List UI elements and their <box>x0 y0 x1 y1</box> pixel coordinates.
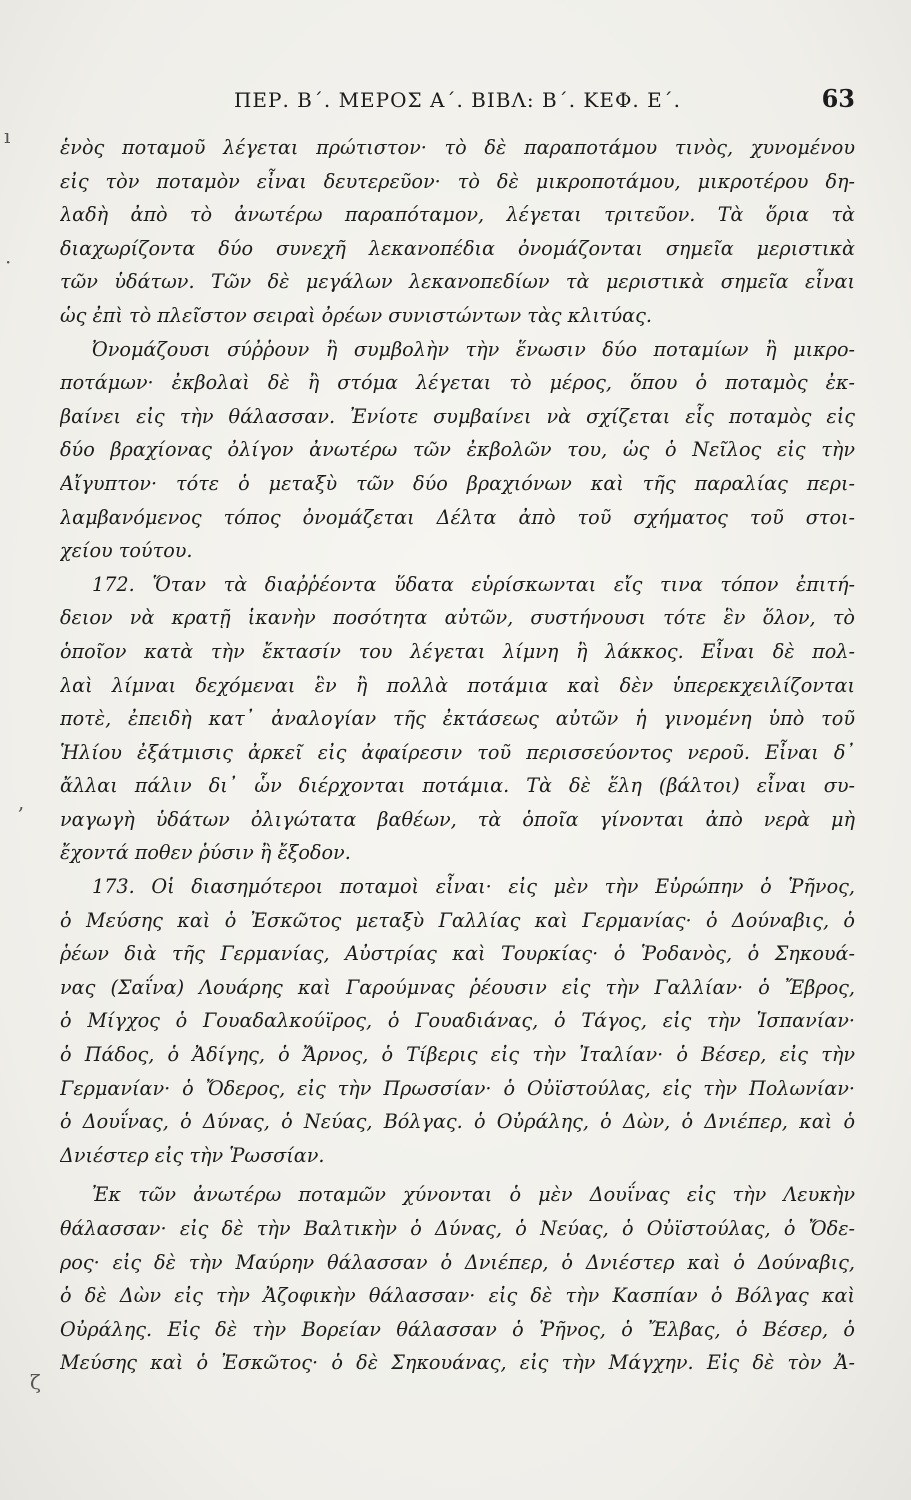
margin-speck: · <box>5 250 12 274</box>
text-line: δειον νὰ κρατῇ ἱκανὴν ποσότητα αὐτῶν, συστήνουσι τότε ἓν ὅλον, τὸ <box>60 606 855 630</box>
text-line: θάλασσαν· εἰς δὲ τὴν Βαλτικὴν ὁ Δύνας, ὁ Νεύας, ὁ Οὐϊστούλας, ὁ Ὄδε- <box>60 1217 855 1240</box>
text-line: ρος· εἰς δὲ τὴν Μαύρην θάλασσαν ὁ Δνιέπερ, ὁ Δνιέστερ καὶ ὁ Δούναβις, <box>60 1250 855 1274</box>
text-line: ὁ Μίγχος ὁ Γουαδαλκούϊρος, ὁ Γουαδιάνας, ὁ Τάγος, εἰς τὴν Ἱσπανίαν· <box>60 1009 855 1033</box>
text-line: χείου τούτου. <box>60 539 193 563</box>
text-line: Γερμανίαν· ὁ Ὄδερος, εἰς τὴν Πρωσσίαν· ὁ Οὐϊστούλας, εἰς τὴν Πολωνίαν· <box>60 1076 855 1100</box>
text-line: ὁ Δουΐνας, ὁ Δύνας, ὁ Νεύας, Βόλγας. ὁ Οὐράλης, ὁ Δὼν, ὁ Δνιέπερ, καὶ ὁ <box>60 1110 855 1134</box>
paragraph-start: Ὀνομάζουσι σύῤῥουν ἢ συμβολὴν τὴν ἕνωσιν δύο ποταμίων ἢ μικρο- <box>92 337 855 361</box>
text-line: ναγωγὴ ὑδάτων ὀλιγώτατα βαθέων, τὰ ὁποῖα γίνονται ἀπὸ νερὰ μὴ <box>60 807 855 831</box>
running-header <box>60 84 855 120</box>
margin-speck: ζ <box>30 1370 41 1394</box>
text-line: ποτάμων· ἐκβολαὶ δὲ ἢ στόμα λέγεται τὸ μέρος, ὅπου ὁ ποταμὸς ἐκ- <box>60 371 855 395</box>
paragraph-start: Ἐκ τῶν ἀνωτέρω ποταμῶν χύνονται ὁ μὲν Δουΐνας εἰς τὴν Λευκὴν <box>92 1183 855 1207</box>
text-line: ἄλλαι πάλιν δι᾽ ὧν διέρχονται ποτάμια. Τὰ δὲ ἕλη (βάλτοι) εἶναι συ- <box>60 774 855 798</box>
text-line: Οὐράλης. Εἰς δὲ τὴν Βορείαν θάλασσαν ὁ Ῥῆνος, ὁ Ἔλβας, ὁ Βέσερ, ὁ <box>60 1317 855 1341</box>
text-line: λαμβανόμενος τόπος ὀνομάζεται Δέλτα ἀπὸ τοῦ σχήματος τοῦ στοι- <box>60 505 855 529</box>
text-line: ῥέων διὰ τῆς Γερμανίας, Αὐστρίας καὶ Τουρκίας· ὁ Ῥοδανὸς, ὁ Σηκουά- <box>60 942 855 966</box>
text-line: ὁ Πάδος, ὁ Ἀδίγης, ὁ Ἄρνος, ὁ Τίβερις εἰς τὴν Ἰταλίαν· ὁ Βέσερ, εἰς τὴν <box>60 1043 855 1067</box>
text-line: ὡς ἐπὶ τὸ πλεῖστον σειραὶ ὀρέων συνιστώντων τὰς κλιτύας. <box>60 303 652 327</box>
text-line: δύο βραχίονας ὀλίγον ἀνωτέρω τῶν ἐκβολῶν του, ὡς ὁ Νεῖλος εἰς τὴν <box>60 438 855 462</box>
section-173-start: 173. Οἱ διασημότεροι ποταμοὶ εἶναι· εἰς μὲν τὴν Εὐρώπην ὁ Ῥῆνος, <box>92 875 855 899</box>
text-line: τῶν ὑδάτων. Τῶν δὲ μεγάλων λεκανοπεδίων τὰ μεριστικὰ σημεῖα εἶναι <box>60 270 855 294</box>
margin-speck: , <box>18 790 25 814</box>
text-line: ὁ Μεύσης καὶ ὁ Ἐσκῶτος μεταξὺ Γαλλίας καὶ Γερμανίας· ὁ Δούναβις, ὁ <box>60 908 855 932</box>
text-line: λαὶ λίμναι δεχόμεναι ἓν ἢ πολλὰ ποτάμια καὶ δὲν ὑπερεκχειλίζονται <box>60 673 855 697</box>
text-line: ὁποῖον κατὰ τὴν ἔκτασίν του λέγεται λίμνη ἢ λάκκος. Εἶναι δὲ πολ- <box>60 639 855 663</box>
text-line: ἔχοντά ποθεν ῥύσιν ἢ ἔξοδον. <box>60 841 351 865</box>
text-line: Αἴγυπτον· τότε ὁ μεταξὺ τῶν δύο βραχιόνων καὶ τῆς παραλίας περι- <box>60 471 855 495</box>
body-text <box>60 131 855 1380</box>
text-line: εἰς τὸν ποταμὸν εἶναι δευτερεῦον· τὸ δὲ μικροποτάμου, μικροτέρου δη- <box>60 169 855 193</box>
running-title: ΠΕΡ. Β΄. ΜΕΡΟΣ Α΄. ΒΙΒΛ: Β΄. ΚΕΦ. Ε΄. <box>233 88 682 112</box>
text-line: Ἡλίου ἐξάτμισις ἀρκεῖ εἰς ἀφαίρεσιν τοῦ περισσεύοντος νεροῦ. Εἶναι δ᾽ <box>60 740 855 764</box>
text-line: Μεύσης καὶ ὁ Ἐσκῶτος· ὁ δὲ Σηκουάνας, εἰς τὴν Μάγχην. Εἰς δὲ τὸν Ἀ- <box>60 1351 855 1375</box>
text-line: λαδὴ ἀπὸ τὸ ἀνωτέρω παραπόταμον, λέγεται τριτεῦον. Τὰ ὅρια τὰ <box>60 203 855 227</box>
text-line: διαχωρίζοντα δύο συνεχῆ λεκανοπέδια ὀνομάζονται σημεῖα μεριστικὰ <box>60 236 855 260</box>
page-number: 63 <box>821 84 855 113</box>
text-line: νας (Σαΐνα) Λουάρης καὶ Γαρούμνας ῥέουσιν εἰς τὴν Γαλλίαν· ὁ Ἔβρος, <box>60 975 855 999</box>
text-line: βαίνει εἰς τὴν θάλασσαν. Ἐνίοτε συμβαίνει νὰ σχίζεται εἷς ποταμὸς εἰς <box>60 404 855 428</box>
text-line: ἑνὸς ποταμοῦ λέγεται πρώτιστον· τὸ δὲ παραποτάμου τινὸς, χυνομένου <box>60 136 855 159</box>
text-line: Δνιέστερ εἰς τὴν Ῥωσσίαν. <box>60 1143 325 1167</box>
text-line: ὁ δὲ Δὼν εἰς τὴν Ἀζοφικὴν θάλασσαν· εἰς δὲ τὴν Κασπίαν ὁ Βόλγας καὶ <box>60 1284 855 1308</box>
section-172-start: 172. Ὅταν τὰ διαῤῥέοντα ὕδατα εὑρίσκωνται εἴς τινα τόπον ἐπιτή- <box>92 572 855 596</box>
text-line: ποτὲ, ἐπειδὴ κατ᾽ ἀναλογίαν τῆς ἐκτάσεως αὐτῶν ἡ γινομένη ὑπὸ τοῦ <box>60 707 855 731</box>
margin-speck: ı <box>4 124 11 148</box>
